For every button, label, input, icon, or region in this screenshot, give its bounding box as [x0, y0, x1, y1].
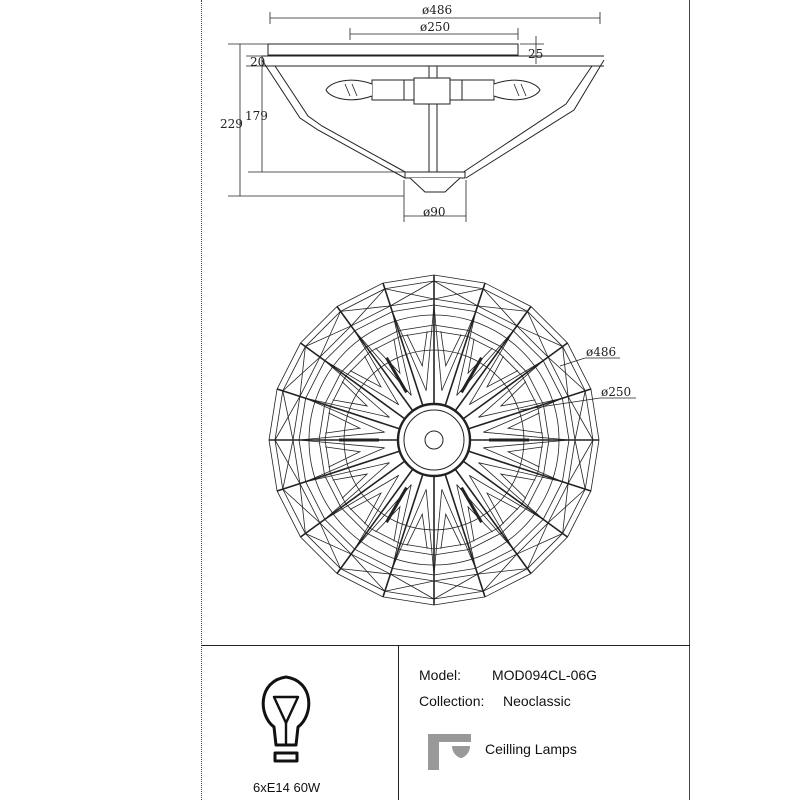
collection-label: Collection: — [419, 693, 485, 709]
side-view-drawing — [0, 0, 800, 240]
top-dim-outer-diameter: ø486 — [586, 345, 617, 359]
model-label: Model: — [419, 667, 462, 683]
side-dim-shade-height: 179 — [245, 109, 268, 123]
side-dim-bottom-diameter: ø90 — [423, 205, 446, 219]
category-label: Ceilling Lamps — [485, 741, 577, 757]
side-dim-canopy-height: 25 — [528, 47, 544, 61]
side-dim-canopy-diameter: ø250 — [420, 20, 451, 34]
side-dim-outer-diameter: ø486 — [422, 3, 453, 17]
side-dim-total-height: 229 — [220, 117, 243, 131]
side-dim-rim: 20 — [250, 55, 266, 69]
collection-value: Neoclassic — [503, 693, 571, 709]
model-value: MOD094CL-06G — [492, 667, 598, 683]
top-dim-inner-diameter: ø250 — [601, 385, 632, 399]
lamp-spec-label: 6xE14 60W — [253, 780, 321, 795]
top-view-drawing — [0, 240, 800, 640]
ceiling-lamp-icon — [425, 730, 485, 780]
